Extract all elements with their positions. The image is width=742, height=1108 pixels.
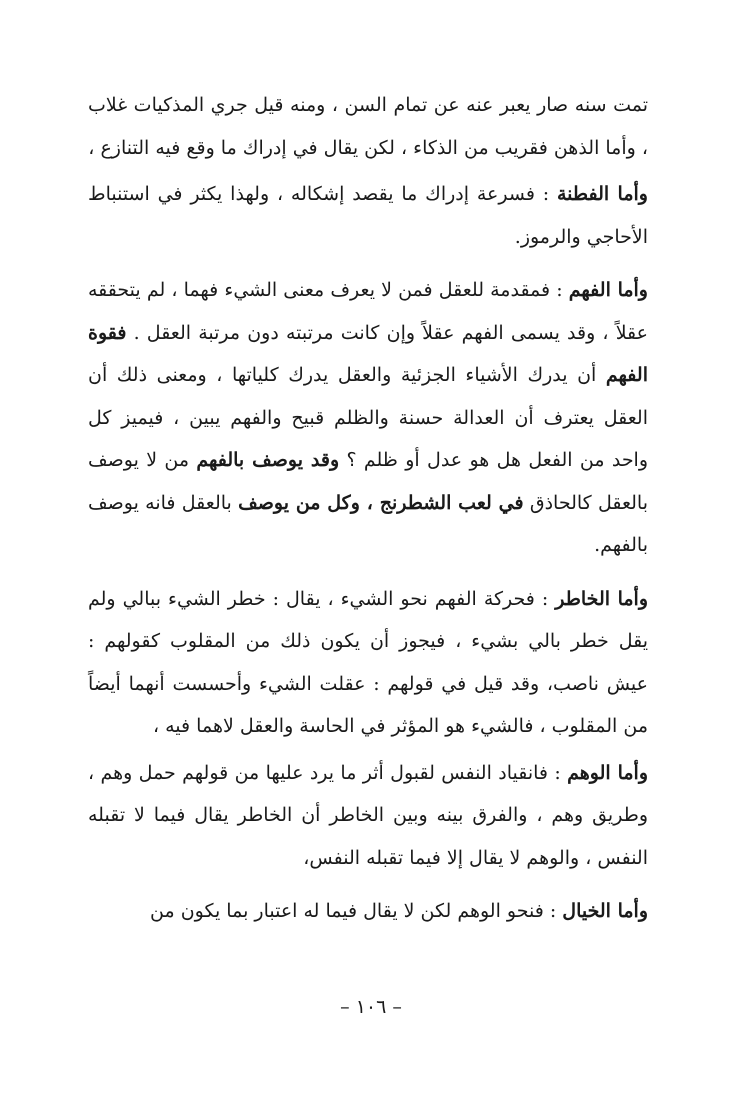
paragraph-al-khatir	[88, 578, 648, 748]
paragraph-text: : فحركة الفهم نحو الشيء ، يقال : خطر الشيء ببالي ولم يقل خطر بالي بشيء ، فيجوز أن يكون ذلك من المقلوب كقولهم : عيش ناصب، وقد قيل في قولهم : عقلت الشيء وأحسست أنهما أيضاً من المقلوب ، فالشيء هو المؤثر في الحاسة والعقل لاهما فيه ،	[88, 587, 648, 737]
paragraph-text: : فسرعة إدراك ما يقصد إشكاله ، ولهذا يكثر في استنباط الأحاجي والرموز.	[88, 183, 648, 248]
page-number: – ١٠٦ –	[340, 996, 402, 1018]
paragraph-al-fitna	[88, 173, 648, 258]
paragraph-text: : فنحو الوهم لكن لا يقال فيما له اعتبار بما يكون من	[150, 900, 563, 922]
term-heading: وأما الفهم	[568, 279, 648, 301]
term-heading: وأما الخاطر	[555, 587, 648, 610]
paragraph-text: : فانقياد النفس لقبول أثر ما يرد عليها من قولهم حمل وهم ، وطريق وهم ، والفرق بينه وبين الخاطر أن الخاطر يقال فيما لا تقبله النفس ، والوهم لا يقال إلا فيما تقبله النفس،	[88, 761, 648, 869]
emphasized-text: وقد يوصف بالفهم	[196, 449, 340, 471]
paragraph-intro	[88, 84, 648, 169]
paragraph-al-wahm	[88, 752, 648, 880]
term-heading: وأما الفطنة	[556, 183, 648, 205]
page-body	[88, 84, 648, 933]
term-heading: وأما الخيال	[562, 900, 648, 922]
paragraph-text: أن يدرك الأشياء الجزئية والعقل يدرك كلياتها ، ومعنى ذلك أن العقل يعترف أن العدالة حسنة والظلم قبيح والفهم يبين ، فيميز كل واحد من الفعل هل هو عدل أو ظلم ؟	[88, 364, 649, 471]
paragraph-text: بالعقل فانه يوصف بالفهم.	[88, 491, 648, 556]
emphasized-text: فقوة الفهم	[88, 321, 648, 386]
paragraph-text: : فمقدمة للعقل فمن لا يعرف معنى الشيء فهما ، لم يتحققه عقلاً ، وقد يسمى الفهم عقلاً وإن كانت مرتبته دون مرتبة العقل .	[88, 279, 648, 344]
term-heading: وأما الوهم	[567, 761, 648, 784]
paragraph-al-fahm	[88, 269, 648, 567]
paragraph-text: تمت سنه صار يعبر عنه عن تمام السن ، ومنه قيل جري المذكيات غلاب ، وأما الذهن فقريب من الذكاء ، لكن يقال في إدراك ما وقع فيه التنازع ،	[88, 94, 648, 159]
emphasized-text: في لعب الشطرنج ، وكل من يوصف	[238, 491, 524, 514]
paragraph-al-khayal	[88, 890, 648, 933]
paragraph-text: من لا يوصف بالعقل كالحاذق	[88, 449, 648, 514]
